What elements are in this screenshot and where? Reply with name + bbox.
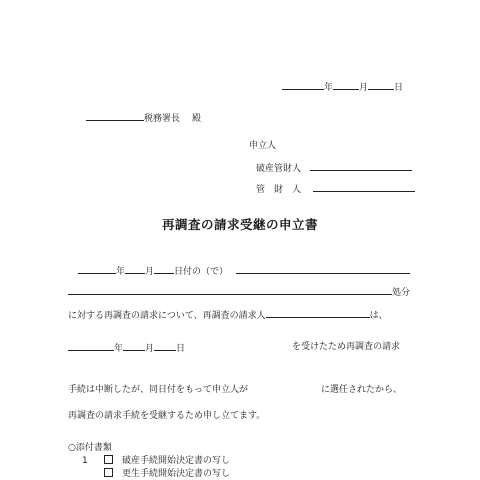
trustee-row bbox=[256, 161, 412, 175]
body-line-5-prefix: 手続は中断したが、同日付をもって申立人が bbox=[68, 385, 249, 395]
line1-office-blank bbox=[236, 264, 410, 274]
line4-month-blank bbox=[123, 341, 145, 351]
day-blank bbox=[368, 80, 394, 90]
day-label: 日 bbox=[394, 83, 404, 93]
line4-month-label: 月 bbox=[145, 344, 155, 354]
date-line bbox=[282, 80, 403, 94]
addressee bbox=[86, 111, 201, 125]
body-line-4 bbox=[68, 341, 185, 355]
honorific: 殿 bbox=[192, 114, 202, 124]
line3-prefix: に対する再調査の請求について、再調査の請求人 bbox=[68, 311, 266, 321]
body-line-2 bbox=[68, 285, 410, 299]
line1-year-label: 年 bbox=[116, 267, 126, 277]
attachment-number: 1 bbox=[82, 456, 88, 466]
trustee-blank bbox=[310, 161, 412, 171]
line4-day-label: 日 bbox=[176, 344, 186, 354]
line3-suffix: は、 bbox=[369, 311, 388, 321]
year-label: 年 bbox=[324, 83, 334, 93]
month-blank bbox=[333, 80, 359, 90]
requester-blank bbox=[266, 308, 370, 318]
line1-suffix: 日付の（で） bbox=[174, 267, 229, 277]
administrator-blank bbox=[313, 182, 415, 192]
body-line-5-suffix: に選任されたから、 bbox=[321, 385, 403, 395]
office-label: 税務署長 bbox=[144, 114, 181, 124]
attachment-item bbox=[104, 455, 230, 467]
administrator-row bbox=[256, 182, 415, 196]
applicant-label: 申立人 bbox=[249, 141, 277, 151]
month-label: 月 bbox=[359, 83, 369, 93]
disposition-blank bbox=[68, 285, 392, 295]
trustee-label: 破産管財人 bbox=[256, 164, 302, 174]
body-line-1 bbox=[78, 264, 410, 278]
line2-suffix: 処分 bbox=[392, 288, 411, 298]
attachments-heading: ○添付書類 bbox=[68, 443, 112, 453]
line1-month-blank bbox=[125, 264, 145, 274]
document-title: 再調査の請求受継の申立書 bbox=[161, 217, 318, 232]
office-blank bbox=[86, 111, 144, 121]
checkbox[interactable] bbox=[104, 468, 113, 477]
line4-day-blank bbox=[154, 341, 176, 351]
year-blank bbox=[282, 80, 324, 90]
line4-year-blank bbox=[68, 341, 114, 351]
checkbox[interactable] bbox=[104, 455, 113, 464]
body-line-3 bbox=[68, 308, 388, 322]
line4-suffix: を受けたため再調査の請求 bbox=[292, 342, 401, 352]
administrator-label: 管 財 人 bbox=[256, 185, 302, 195]
line4-year-label: 年 bbox=[114, 344, 124, 354]
line1-month-label: 月 bbox=[145, 267, 155, 277]
line1-day-blank bbox=[154, 264, 174, 274]
body-line-6: 再調査の請求手続を受継するため申し立てます。 bbox=[68, 411, 266, 421]
attachment-item-label: 破産手続開始決定書の写し bbox=[122, 456, 231, 466]
line1-year-blank bbox=[78, 264, 116, 274]
attachment-item-label: 更生手続開始決定書の写し bbox=[122, 469, 231, 479]
attachment-item bbox=[104, 468, 230, 480]
